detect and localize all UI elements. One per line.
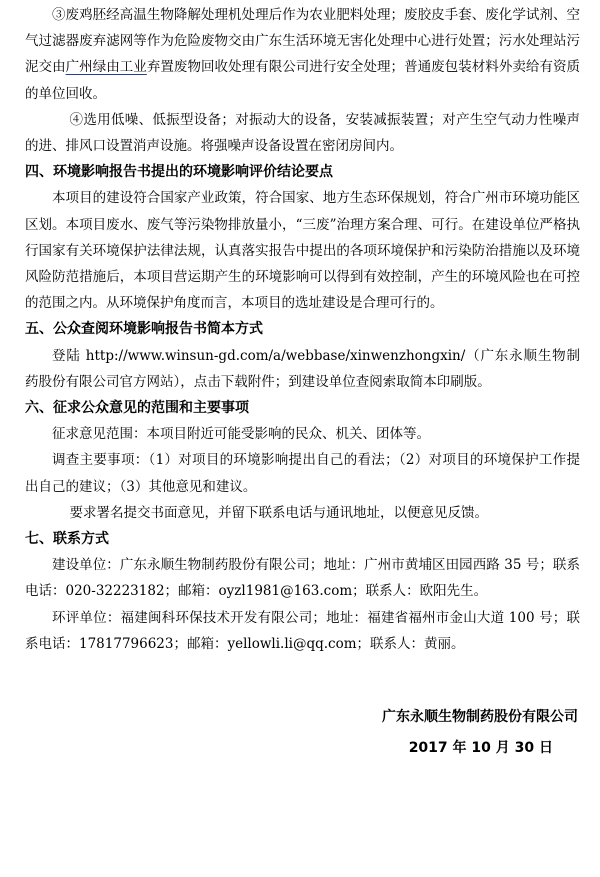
paragraph-noise-control: ④选用低噪、低振型设备；对振动大的设备，安装减振装置；对产生空气动力性噪声的进、排风口设置消声设施。将强噪声设备设置在密闭房间内。 xyxy=(25,111,580,155)
paragraph-scope: 征求意见范围：本项目附近可能受影响的民众、机关、团体等。 xyxy=(52,426,430,443)
section-heading-5: 五、公众查阅环境影响报告书简本方式 xyxy=(25,321,263,338)
section-heading-4: 四、环境影响报告书提出的环境影响评价结论要点 xyxy=(25,164,333,181)
section-heading-6: 六、征求公众意见的范围和主要事项 xyxy=(25,400,249,417)
paragraph-text: ③废鸡胚经高温生物降解处理机处理后作为农业肥料处理；废胶皮手套、废化学试剂、空气过滤器废弃滤网等作为危险废物交由广东生活环境无害化处理中心进行处置；污水处理站污泥交由 xyxy=(25,7,580,76)
paragraph-access-method: 登陆 http://www.winsun-gd.com/a/webbase/xinwenzhongxin/（广东永顺生物制药股份有限公司官方网站），点击下载附件；到建设单位查阅索取简本印刷版。 xyxy=(25,347,580,390)
section-heading-7: 七、联系方式 xyxy=(25,531,109,548)
paragraph-assessor-contact: 环评单位：福建闽科环保技术开发有限公司；地址：福建省福州市金山大道 100 号；联系电话：17817796623；邮箱：yellowli.li@qq.com；联系人：黄丽。 xyxy=(25,609,580,652)
paragraph-survey-items: 调查主要事项：（1）对项目的环境影响提出自己的看法；（2）对项目的环境保护工作提出自己的建议；（3）其他意见和建议。 xyxy=(25,452,580,495)
paragraph-request: 要求署名提交书面意见，并留下联系电话与通讯地址，以便意见反馈。 xyxy=(69,504,489,521)
paragraph-waste-disposal xyxy=(25,2,580,107)
signature-company: 广东永顺生物制药股份有限公司 xyxy=(382,709,578,725)
paragraph-text: 弃置废物回收处理有限公司进行安全处理；普通废包装材料外卖给有资质的单位回收。 xyxy=(25,59,581,102)
document-body xyxy=(25,2,580,657)
signature-date: 2017 年 10 月 30 日 xyxy=(408,740,553,756)
paragraph-conclusion: 本项目的建设符合国家产业政策，符合国家、地方生态环保规划，符合广州市环境功能区区划。本项目废水、废气等污染物排放量小，“三废”治理方案合理、可行。在建设单位严格执行国家有关环境保护法律法规，认真落实报告中提出的各项环境保护和污染防治措施以及环境风险防范措施后，本项目营运期产生的环境影响可以得到有效控制，产生的环境风险也在可控的范围之内。从环境保护角度而言，本项目的选址建设是合理可行的。 xyxy=(25,190,580,312)
underlined-company-name: 广州绿由工业 xyxy=(65,59,147,76)
paragraph-builder-contact: 建设单位：广东永顺生物制药股份有限公司；地址：广州市黄埔区田园西路 35 号；联系电话：020-32223182；邮箱：oyzl1981@163.com；联系人：欧阳先生。 xyxy=(25,557,580,600)
